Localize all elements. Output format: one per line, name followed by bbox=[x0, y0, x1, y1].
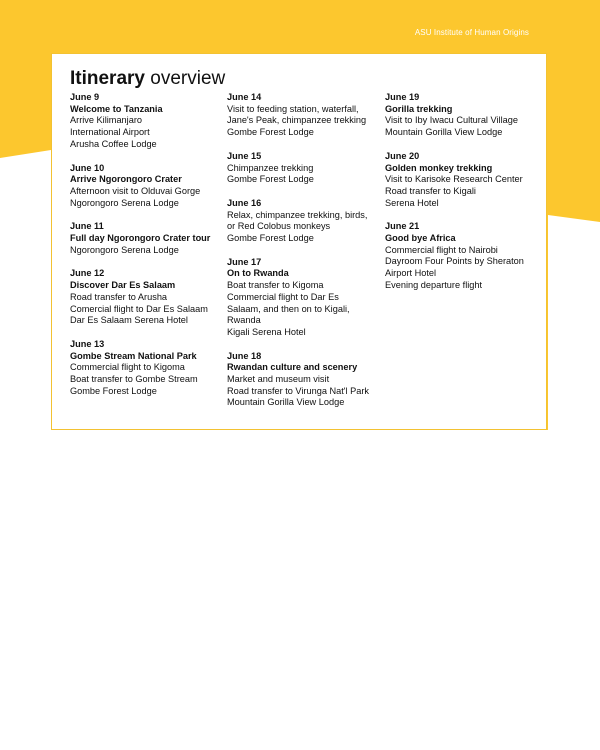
day-detail-line: Mountain Gorilla View Lodge bbox=[227, 397, 345, 408]
day-date: June 12 bbox=[70, 268, 105, 279]
day-date: June 18 bbox=[227, 350, 262, 361]
day-heading: Discover Dar Es Salaam bbox=[70, 280, 176, 291]
itinerary-day bbox=[227, 198, 379, 245]
day-date: June 21 bbox=[385, 221, 420, 232]
day-heading: Gorilla trekking bbox=[385, 103, 453, 114]
day-detail-line: Afternoon visit to Olduvai Gorge bbox=[70, 185, 201, 196]
day-detail-line: Gombe Forest Lodge bbox=[227, 127, 314, 138]
day-detail-line: Gombe Forest Lodge bbox=[227, 233, 314, 244]
day-detail-line: Visit to Karisoke Research Center bbox=[385, 174, 523, 185]
day-detail-line: International Airport bbox=[70, 127, 150, 138]
day-heading: On to Rwanda bbox=[227, 268, 289, 279]
day-date: June 13 bbox=[70, 338, 105, 349]
day-date: June 20 bbox=[385, 150, 420, 161]
day-detail-line: Comercial flight to Dar Es Salaam bbox=[70, 303, 208, 314]
day-detail-line: Dar Es Salaam Serena Hotel bbox=[70, 315, 188, 326]
day-heading: Gombe Stream National Park bbox=[70, 350, 197, 361]
day-detail-line: Relax, chimpanzee trekking, birds, bbox=[227, 209, 368, 220]
day-heading: Welcome to Tanzania bbox=[70, 103, 163, 114]
organization-name: ASU Institute of Human Origins bbox=[414, 28, 529, 37]
day-detail-line: Kigali Serena Hotel bbox=[227, 326, 306, 337]
day-date: June 16 bbox=[227, 197, 262, 208]
day-detail-line: Visit to Iby Iwacu Cultural Village bbox=[385, 115, 518, 126]
day-detail-line: Road transfer to Kigali bbox=[385, 185, 476, 196]
day-detail-line: Arusha Coffee Lodge bbox=[70, 138, 157, 149]
itinerary-column-3 bbox=[385, 92, 535, 304]
day-date: June 11 bbox=[70, 221, 104, 232]
itinerary-day bbox=[385, 221, 535, 291]
day-detail-line: Airport Hotel bbox=[385, 268, 437, 279]
day-heading: Rwandan culture and scenery bbox=[227, 362, 358, 373]
day-detail-line: Jane's Peak, chimpanzee trekking bbox=[227, 115, 367, 126]
day-heading: Golden monkey trekking bbox=[385, 162, 493, 173]
itinerary-day bbox=[227, 92, 379, 139]
day-detail-line: Gombe Forest Lodge bbox=[227, 174, 314, 185]
day-detail-line: Road transfer to Arusha bbox=[70, 291, 168, 302]
day-detail-line: or Red Colobus monkeys bbox=[227, 221, 331, 232]
day-detail-line: Salaam, and then on to Kigali, bbox=[227, 303, 350, 314]
itinerary-day bbox=[385, 92, 535, 139]
itinerary-column-1 bbox=[70, 92, 220, 409]
day-detail-line: Dayroom Four Points by Sheraton bbox=[385, 256, 524, 267]
itinerary-day bbox=[227, 351, 379, 410]
day-detail-line: Chimpanzee trekking bbox=[227, 162, 314, 173]
day-detail-line: Mountain Gorilla View Lodge bbox=[385, 127, 503, 138]
day-detail-line: Commercial flight to Dar Es bbox=[227, 291, 339, 302]
itinerary-day bbox=[70, 339, 220, 398]
day-detail-line: Ngorongoro Serena Lodge bbox=[70, 244, 179, 255]
day-heading: Full day Ngorongoro Crater tour bbox=[70, 233, 211, 244]
itinerary-day bbox=[70, 221, 220, 256]
day-date: June 14 bbox=[227, 92, 262, 102]
title-regular-word: overview bbox=[150, 68, 226, 89]
day-detail-line: Evening departure flight bbox=[385, 279, 483, 290]
day-detail-line: Boat transfer to Kigoma bbox=[227, 280, 324, 291]
itinerary-column-2 bbox=[227, 92, 379, 421]
itinerary-day bbox=[70, 268, 220, 327]
day-detail-line: Road transfer to Virunga Nat'l Park bbox=[227, 385, 370, 396]
day-detail-line: Boat transfer to Gombe Stream bbox=[70, 374, 198, 385]
day-date: June 9 bbox=[70, 92, 100, 102]
itinerary-day bbox=[227, 257, 379, 339]
day-detail-line: Commercial flight to Kigoma bbox=[70, 362, 185, 373]
day-heading: Good bye Africa bbox=[385, 233, 456, 244]
day-detail-line: Visit to feeding station, waterfall, bbox=[227, 103, 359, 114]
day-date: June 15 bbox=[227, 150, 262, 161]
day-detail-line: Ngorongoro Serena Lodge bbox=[70, 197, 179, 208]
day-date: June 17 bbox=[227, 256, 262, 267]
itinerary-day bbox=[70, 92, 220, 151]
title-bold-word: Itinerary bbox=[70, 68, 145, 89]
day-detail-line: Market and museum visit bbox=[227, 374, 330, 385]
day-detail-line: Serena Hotel bbox=[385, 197, 439, 208]
day-date: June 10 bbox=[70, 162, 105, 173]
day-detail-line: Commercial flight to Nairobi bbox=[385, 244, 498, 255]
day-heading: Arrive Ngorongoro Crater bbox=[70, 174, 182, 185]
day-detail-line: Arrive Kilimanjaro bbox=[70, 115, 142, 126]
page-title bbox=[70, 68, 225, 90]
itinerary-card bbox=[51, 53, 547, 430]
itinerary-day bbox=[227, 151, 379, 186]
day-date: June 19 bbox=[385, 92, 420, 102]
itinerary-day bbox=[385, 151, 535, 210]
itinerary-day bbox=[70, 163, 220, 210]
day-detail-line: Gombe Forest Lodge bbox=[70, 385, 157, 396]
day-detail-line: Rwanda bbox=[227, 315, 261, 326]
